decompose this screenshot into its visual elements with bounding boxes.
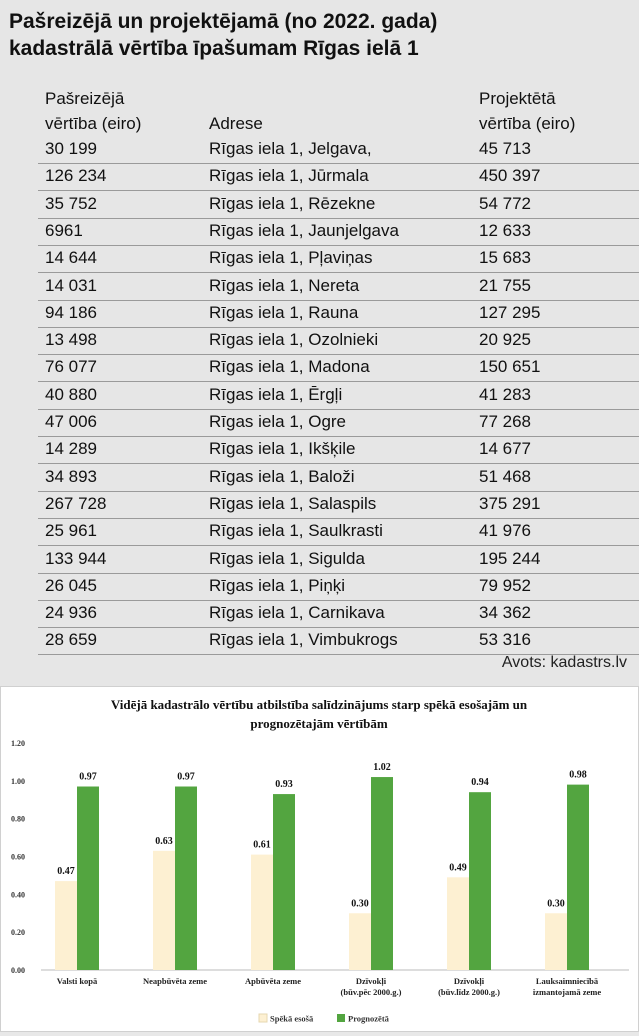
data-label: 0.30 bbox=[351, 898, 369, 910]
bar-current bbox=[153, 851, 175, 970]
legend-swatch bbox=[337, 1014, 345, 1022]
cell-address: Rīgas iela 1, Rēzekne bbox=[209, 193, 376, 213]
table-row bbox=[38, 600, 639, 628]
cell-projected: 375 291 bbox=[479, 493, 541, 513]
table-row bbox=[38, 245, 639, 273]
cell-projected: 51 468 bbox=[479, 466, 531, 486]
cell-address: Rīgas iela 1, Rauna bbox=[209, 302, 359, 322]
table-row bbox=[38, 191, 639, 219]
table-row bbox=[38, 464, 639, 492]
cell-address: Rīgas iela 1, Ozolnieki bbox=[209, 330, 379, 350]
y-tick-label: 0.40 bbox=[11, 890, 25, 900]
table-row bbox=[38, 382, 639, 410]
cell-address: Rīgas iela 1, Jūrmala bbox=[209, 166, 369, 186]
cell-current: 14 031 bbox=[45, 275, 97, 295]
bar-projected bbox=[371, 777, 393, 970]
x-tick-label: Neapbūvēta zeme bbox=[143, 976, 207, 986]
cell-current: 267 728 bbox=[45, 493, 107, 513]
cell-address: Rīgas iela 1, Ogre bbox=[209, 412, 347, 431]
bar-current bbox=[251, 855, 273, 970]
cell-projected: 54 772 bbox=[479, 193, 531, 213]
cell-projected: 12 633 bbox=[479, 220, 531, 240]
cell-projected: 150 651 bbox=[479, 357, 541, 377]
cell-address: Rīgas iela 1, Piņķi bbox=[209, 575, 346, 595]
col-header-current-line2: vērtība (eiro) bbox=[45, 114, 142, 133]
cell-current: 14 644 bbox=[45, 248, 97, 268]
cell-address: Rīgas iela 1, Carnikava bbox=[209, 603, 385, 623]
cell-address: Rīgas iela 1, Jaunjelgava bbox=[209, 220, 399, 240]
cell-address: Rīgas iela 1, Ikšķile bbox=[209, 439, 356, 459]
table-row bbox=[38, 218, 639, 246]
data-label: 0.94 bbox=[471, 777, 489, 789]
table-row bbox=[38, 354, 639, 382]
table-row bbox=[38, 573, 639, 601]
cell-projected: 195 244 bbox=[479, 548, 541, 568]
bar-chart bbox=[1, 687, 638, 1031]
cell-current: 28 659 bbox=[45, 630, 97, 650]
data-label: 1.02 bbox=[373, 762, 391, 774]
cell-projected: 20 925 bbox=[479, 330, 531, 350]
x-tick-label: izmantojamā zeme bbox=[532, 987, 602, 997]
cell-projected: 15 683 bbox=[479, 248, 531, 268]
cell-address: Rīgas iela 1, Baloži bbox=[209, 466, 355, 486]
y-tick-label: 0.20 bbox=[11, 928, 25, 938]
table-row bbox=[38, 491, 639, 519]
col-header-projected-line1: Projektētā bbox=[479, 89, 556, 108]
title-line-2: kadastrālā vērtība īpašumam Rīgas ielā 1 bbox=[9, 37, 419, 60]
data-label: 0.61 bbox=[253, 839, 271, 851]
cell-address: Rīgas iela 1, Salaspils bbox=[209, 493, 377, 513]
table-row bbox=[38, 300, 639, 328]
cell-address: Rīgas iela 1, Madona bbox=[209, 357, 370, 377]
data-label: 0.47 bbox=[57, 866, 75, 878]
cell-projected: 127 295 bbox=[479, 302, 541, 322]
legend-swatch bbox=[259, 1014, 267, 1022]
source-note: Avots: kadastrs.lv bbox=[501, 654, 627, 671]
cell-projected: 53 316 bbox=[479, 630, 531, 650]
cell-current: 47 006 bbox=[45, 412, 97, 431]
x-tick-label: Lauksaimniecībā bbox=[535, 976, 599, 986]
cell-projected: 79 952 bbox=[479, 575, 531, 595]
bar-projected bbox=[77, 787, 99, 970]
bar-projected bbox=[273, 794, 295, 970]
x-tick-label: (būv.līdz 2000.g.) bbox=[438, 987, 500, 997]
y-tick-label: 0.60 bbox=[11, 852, 25, 862]
legend-label: Prognozētā bbox=[348, 1013, 389, 1024]
x-tick-label: Valsti kopā bbox=[56, 976, 98, 986]
table-row bbox=[38, 518, 639, 546]
cell-projected: 14 677 bbox=[479, 439, 531, 459]
data-label: 0.49 bbox=[449, 862, 467, 874]
legend-label: Spēkā esošā bbox=[270, 1013, 314, 1024]
cell-current: 6961 bbox=[45, 220, 83, 240]
bar-current bbox=[55, 881, 77, 970]
table-row bbox=[38, 627, 639, 655]
data-label: 0.63 bbox=[155, 835, 173, 847]
page-title bbox=[9, 8, 629, 62]
cell-address: Rīgas iela 1, Vimbukrogs bbox=[209, 630, 398, 650]
table-row bbox=[38, 436, 639, 464]
cell-projected: 450 397 bbox=[479, 166, 541, 186]
cell-address: Rīgas iela 1, Jelgava, bbox=[209, 139, 372, 158]
y-tick-label: 1.00 bbox=[11, 776, 25, 786]
cell-current: 34 893 bbox=[45, 466, 97, 486]
x-tick-label: Apbūvēta zeme bbox=[245, 976, 301, 986]
cell-current: 14 289 bbox=[45, 439, 97, 459]
cell-address: Rīgas iela 1, Pļaviņas bbox=[209, 248, 373, 268]
col-header-projected bbox=[479, 86, 575, 136]
table-row bbox=[38, 327, 639, 355]
y-tick-label: 1.20 bbox=[11, 739, 25, 748]
x-tick-label: (būv.pēc 2000.g.) bbox=[340, 987, 402, 997]
bar-current bbox=[447, 877, 469, 970]
table-row bbox=[38, 409, 639, 437]
table-row bbox=[38, 136, 639, 164]
data-label: 0.97 bbox=[79, 771, 97, 783]
y-tick-label: 0.80 bbox=[11, 814, 25, 824]
y-tick-label: 0.00 bbox=[11, 966, 25, 975]
bar-current bbox=[349, 913, 371, 970]
data-label: 0.97 bbox=[177, 771, 195, 783]
bar-projected bbox=[567, 785, 589, 970]
cell-current: 126 234 bbox=[45, 166, 107, 186]
cell-current: 40 880 bbox=[45, 384, 97, 404]
data-label: 0.30 bbox=[547, 898, 565, 910]
col-header-current-line1: Pašreizējā bbox=[45, 89, 125, 108]
cell-projected: 41 976 bbox=[479, 521, 531, 541]
cell-current: 94 186 bbox=[45, 302, 97, 322]
cell-projected: 45 713 bbox=[479, 139, 531, 158]
table-row bbox=[38, 273, 639, 301]
cell-current: 25 961 bbox=[45, 521, 97, 541]
cell-current: 76 077 bbox=[45, 357, 97, 377]
cell-current: 24 936 bbox=[45, 603, 97, 623]
bar-current bbox=[545, 913, 567, 970]
cell-current: 13 498 bbox=[45, 330, 97, 350]
cell-current: 26 045 bbox=[45, 575, 97, 595]
col-header-projected-line2: vērtība (eiro) bbox=[479, 114, 576, 133]
col-header-address: Adrese bbox=[209, 114, 263, 133]
bar-projected bbox=[175, 787, 197, 970]
cell-address: Rīgas iela 1, Sigulda bbox=[209, 548, 365, 568]
x-tick-label: Dzīvokļi bbox=[453, 976, 485, 986]
cell-address: Rīgas iela 1, Nereta bbox=[209, 275, 360, 295]
cell-address: Rīgas iela 1, Ērgļi bbox=[209, 384, 343, 404]
table-row bbox=[38, 546, 639, 574]
table-row bbox=[38, 163, 639, 191]
bar-projected bbox=[469, 792, 491, 970]
data-label: 0.93 bbox=[275, 779, 293, 791]
cell-projected: 34 362 bbox=[479, 603, 531, 623]
cell-projected: 41 283 bbox=[479, 384, 531, 404]
cell-address: Rīgas iela 1, Saulkrasti bbox=[209, 521, 383, 541]
cell-current: 35 752 bbox=[45, 193, 97, 213]
chart-panel bbox=[0, 686, 639, 1032]
col-header-current bbox=[45, 86, 141, 136]
data-label: 0.98 bbox=[569, 769, 587, 781]
cell-current: 133 944 bbox=[45, 548, 107, 568]
x-tick-label: Dzīvokļi bbox=[355, 976, 387, 986]
cell-projected: 21 755 bbox=[479, 275, 531, 295]
title-line-1: Pašreizējā un projektējamā (no 2022. gada) bbox=[9, 10, 438, 33]
cell-current: 30 199 bbox=[45, 139, 97, 158]
cell-projected: 77 268 bbox=[479, 412, 531, 431]
chart-title: Vidējā kadastrālo vērtību atbilstība salīdzinājums starp spēkā esošajām un bbox=[110, 697, 528, 712]
chart-title: prognozētajām vērtībām bbox=[250, 716, 388, 731]
